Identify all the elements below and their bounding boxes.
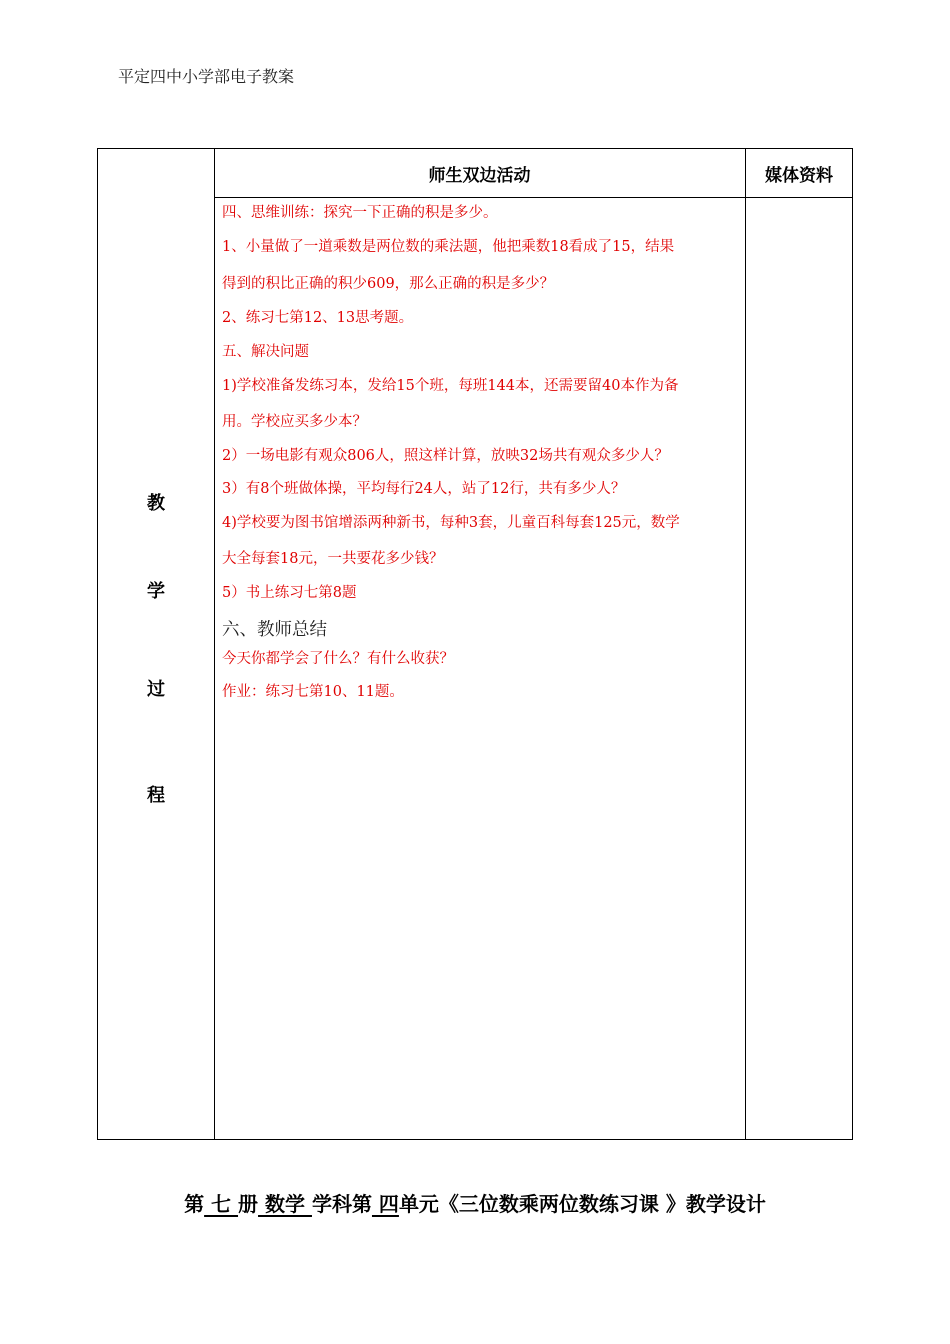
side-label-char: 过 [147, 679, 165, 700]
content-line: 3）有8个班做体操，平均每行24人，站了12行，共有多少人？ [222, 481, 626, 497]
content-line: 作业：练习七第10、11题。 [222, 684, 404, 700]
section-heading: 六、教师总结 [222, 620, 327, 640]
media-column-header: 媒体资料 [765, 165, 833, 186]
content-line: 2、练习七第12、13思考题。 [222, 310, 414, 326]
content-line: 用。学校应买多少本？ [222, 414, 367, 430]
school-header: 平定四中小学部电子教案 [118, 67, 295, 86]
content-line: 五、解决问题 [222, 344, 309, 360]
side-label-char: 程 [147, 785, 165, 806]
side-label-char: 学 [147, 581, 165, 602]
unit-number: 四 [371, 1192, 399, 1216]
activity-column-header: 师生双边活动 [428, 165, 531, 186]
side-label-char: 教 [147, 493, 165, 514]
table-divider [214, 149, 215, 1139]
table-divider [745, 149, 746, 1139]
book-number: 七 [204, 1192, 239, 1216]
header-divider [214, 197, 852, 198]
title-text: 第 [184, 1192, 205, 1216]
content-line: 1)学校准备发练习本，发给15个班，每班144本，还需要留40本作为备 [222, 378, 679, 394]
content-line: 1、小量做了一道乘数是两位数的乘法题，他把乘数18看成了15，结果 [222, 239, 675, 255]
subject-name: 数学 [258, 1192, 312, 1216]
title-text: 单元《三位数乘两位数练习课 》教学设计 [398, 1192, 766, 1216]
content-line: 四、思维训练：探究一下正确的积是多少。 [222, 205, 498, 221]
content-line: 今天你都学会了什么？有什么收获？ [222, 651, 454, 667]
title-text: 册 [238, 1192, 259, 1216]
lesson-title [0, 1188, 950, 1217]
content-line: 大全每套18元，一共要花多少钱？ [222, 551, 444, 567]
lesson-table [97, 148, 853, 1140]
content-line: 得到的积比正确的积少609，那么正确的积是多少？ [222, 276, 555, 292]
content-line: 2）一场电影有观众806人，照这样计算，放映32场共有观众多少人？ [222, 448, 669, 464]
content-line: 5）书上练习七第8题 [222, 585, 357, 601]
content-line: 4)学校要为图书馆增添两种新书，每种3套，儿童百科每套125元，数学 [222, 515, 680, 531]
title-text: 学科第 [311, 1192, 372, 1216]
